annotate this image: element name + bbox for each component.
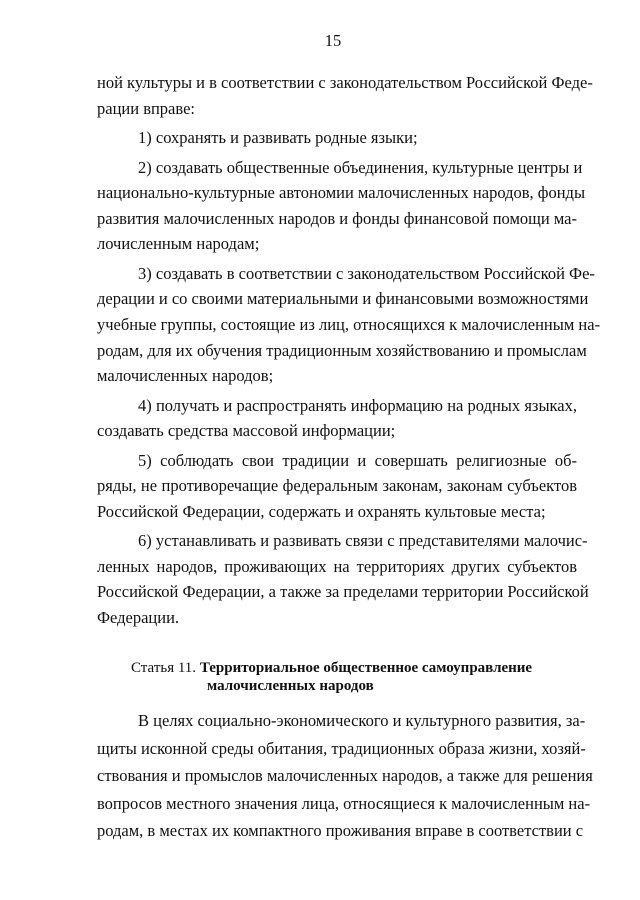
text-line: создавать средства массовой информации; — [97, 421, 396, 441]
text-line: ряды, не противоречащие федеральным законам, законам субъектов — [97, 476, 577, 496]
text-line: дерации и со своими материальными и финансовыми возможностями — [97, 289, 589, 309]
text-line: развития малочисленных народов и фонды финансовой помощи ма- — [97, 208, 577, 228]
text-line: Российской Федерации, содержать и охранять культовые места; — [97, 501, 546, 521]
text-line: родам, для их обучения традиционным хозяйствованию и промыслам — [97, 340, 587, 360]
text-line: 3) создавать в соответствии с законодательством Российской Фе- — [138, 263, 595, 283]
text-line: ленных народов, проживающих на территориях других субъектов — [97, 556, 577, 576]
text-line: рации вправе: — [97, 98, 195, 118]
text-line: 4) получать и распространять информацию на родных языках, — [138, 395, 577, 415]
text-line: лочисленным народам; — [97, 234, 260, 254]
text-line: 1) сохранять и развивать родные языки; — [138, 128, 418, 148]
text-line: национально-культурные автономии малочисленных народов, фонды — [97, 183, 586, 203]
article-title-line-1: Территориальное общественное самоуправление — [199, 660, 533, 676]
article-title-line-2: малочисленных народов — [207, 678, 374, 694]
text-line: ной культуры и в соответствии с законодательством Российской Феде- — [97, 73, 593, 92]
page-number: 15 — [324, 31, 342, 50]
text-line: В целях социально-экономического и культурного развития, за- — [138, 711, 586, 730]
text-line: щиты исконной среды обитания, традиционных образа жизни, хозяй- — [97, 738, 586, 758]
text-line: 5) соблюдать свои традиции и совершать религиозные об- — [138, 450, 577, 470]
text-line: учебные группы, состоящие из лиц, относящихся к малочисленным на- — [97, 314, 601, 334]
text-line: 6) устанавливать и развивать связи с представителями малочис- — [138, 531, 588, 551]
text-line: ствования и промыслов малочисленных народов, а также для решения — [97, 766, 593, 785]
text-line: 2) создавать общественные объединения, культурные центры и — [138, 157, 583, 177]
text-line: малочисленных народов; — [97, 366, 274, 386]
text-line: Российской Федерации, а также за пределами территории Российской — [97, 582, 589, 602]
article-heading — [131, 659, 532, 677]
text-line: вопросов местного значения лица, относящиеся к малочисленным на- — [97, 793, 591, 813]
text-line: Федерации. — [97, 608, 180, 627]
text-line: родам, в местах их компактного проживания вправе в соответствии с — [97, 821, 584, 840]
article-heading-line-2 — [207, 677, 374, 695]
article-label: Статья 11. — [131, 660, 197, 676]
